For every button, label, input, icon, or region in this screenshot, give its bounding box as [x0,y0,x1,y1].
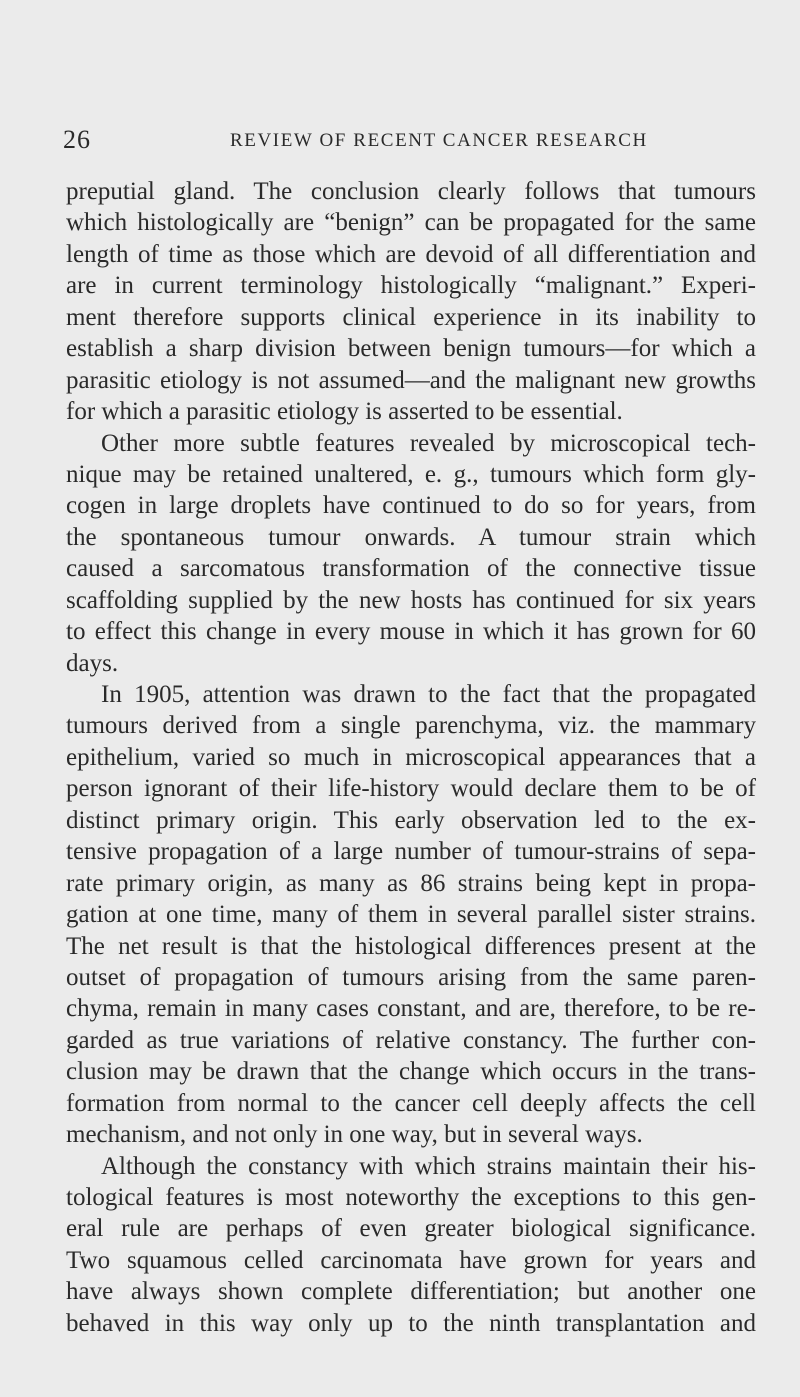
text-line: caused a sarcomatous transformation of the connective tissue [66,555,756,583]
text-line: to effect this change in every mouse in which it has grown for 60 [66,618,756,646]
text-line: The net result is that the histological differences present at the [66,932,756,960]
text-line: ment therefore supports clinical experience in its inability to [66,303,756,331]
text-line: clusion may be drawn that the change which occurs in the trans- [66,1058,756,1086]
text-line: tumours derived from a single parenchyma, viz. the mammary [66,712,756,740]
text-line: have always shown complete differentiation; but another one [66,1278,756,1306]
text-line: scaffolding supplied by the new hosts has continued for six years [66,586,756,614]
text-line: In 1905, attention was drawn to the fact that the propagated [101,681,756,708]
text-line: epithelium, varied so much in microscopical appearances that a [66,743,756,771]
text-line: chyma, remain in many cases constant, and are, therefore, to be re- [66,995,756,1023]
text-line: length of time as those which are devoid of all differentiation and [66,240,756,268]
body-text [66,176,756,1339]
text-line: gation at one time, many of them in several parallel sister strains. [66,901,756,929]
text-line: the spontaneous tumour onwards. A tumour strain which [66,523,756,551]
text-line: for which a parasitic etiology is asserted to be essential. [66,398,623,426]
text-line: formation from normal to the cancer cell deeply affects the cell [66,1089,756,1117]
running-title: REVIEW OF RECENT CANCER RESEARCH [230,130,648,151]
text-line: tological features is most noteworthy the exceptions to this gen- [66,1184,756,1211]
text-line: Other more subtle features revealed by microscopical tech- [101,429,756,457]
text-line: preputial gland. The conclusion clearly follows that tumours [66,178,756,205]
text-line: eral rule are perhaps of even greater biological significance. [66,1215,756,1243]
text-line: rate primary origin, as many as 86 strains being kept in propa- [66,869,756,897]
text-line: establish a sharp division between benign tumours—for which a [66,335,756,363]
text-line: distinct primary origin. This early observation led to the ex- [66,806,756,834]
text-line: tensive propagation of a large number of tumour-strains of sepa- [66,838,756,866]
text-line: parasitic etiology is not assumed—and the malignant new growths [66,366,756,394]
page-number: 26 [63,125,91,154]
text-line: days. [66,649,119,677]
text-line: garded as true variations of relative constancy. The further con- [66,1026,756,1054]
text-line: are in current terminology histologically “malignant.” Experi- [66,272,756,300]
text-line: mechanism, and not only in one way, but in several ways. [66,1121,643,1149]
text-line: which histologically are “benign” can be propagated for the same [66,209,756,237]
text-line: Two squamous celled carcinomata have grown for years and [66,1246,756,1274]
text-line: person ignorant of their life-history would declare them to be of [66,775,756,803]
text-line: cogen in large droplets have continued to do so for years, from [66,492,756,520]
text-line: Although the constancy with which strains maintain their his- [101,1152,756,1180]
text-line: outset of propagation of tumours arising from the same paren- [66,963,756,991]
text-line: behaved in this way only up to the ninth transplantation and [66,1309,756,1337]
page-header [0,125,800,158]
text-line: nique may be retained unaltered, e. g., tumours which form gly- [66,460,756,488]
